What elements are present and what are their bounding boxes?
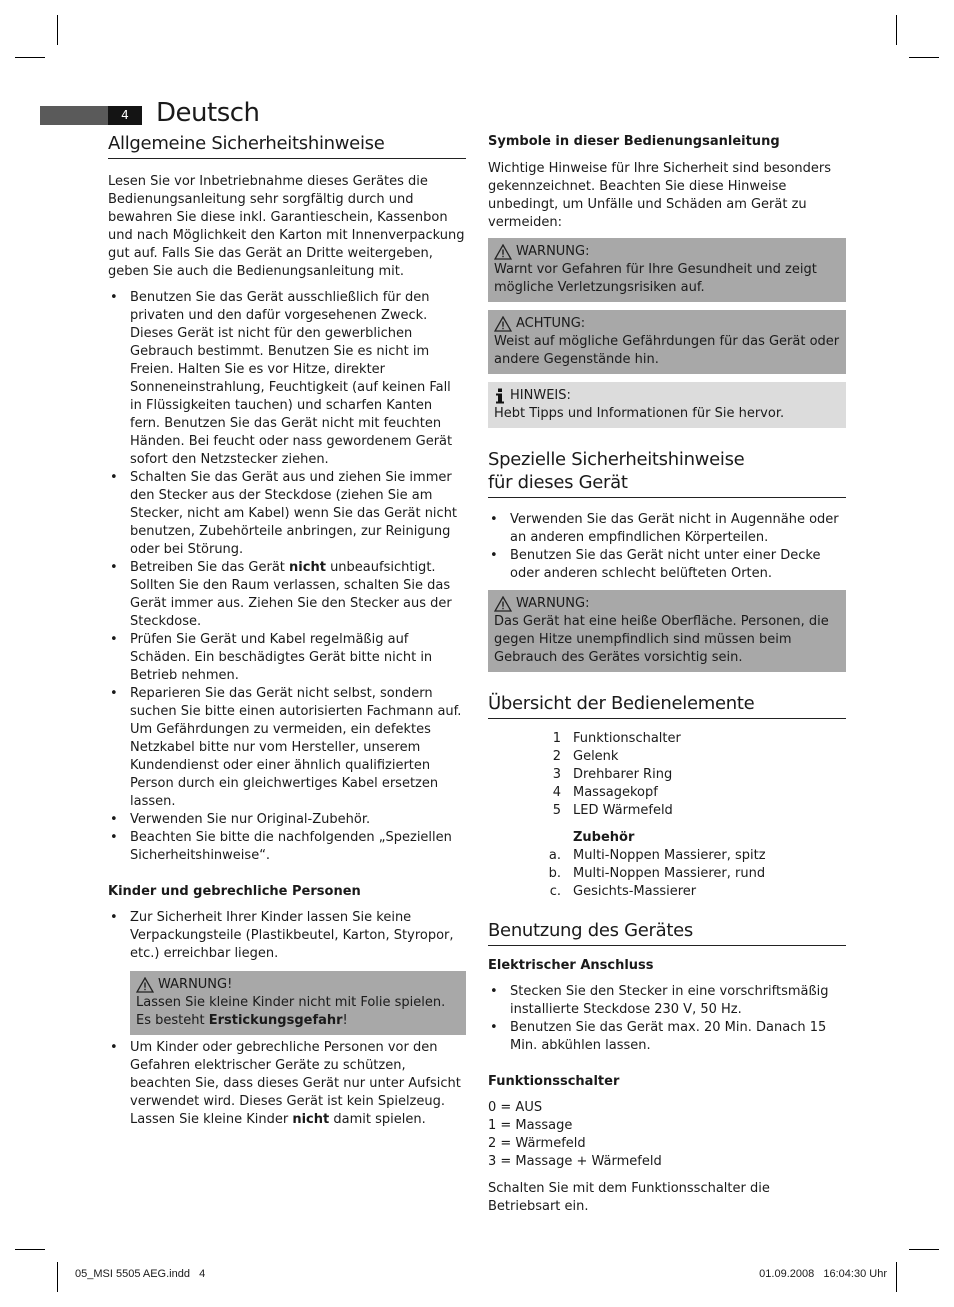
function-switch-title: Funktionsschalter	[488, 1074, 620, 1089]
switch-note: Schalten Sie mit dem Funktionsschalter die Betriebsart ein.	[488, 1181, 770, 1214]
list-item: 3 Drehbarer Ring	[552, 767, 673, 782]
general-safety-list	[108, 289, 466, 865]
left-column	[108, 132, 466, 1129]
list-item: • Zur Sicherheit Ihrer Kinder lassen Sie keine Verpackungsteile (Plastikbeutel, Karton, Styropor, etc.) erreichbar liegen.	[108, 909, 466, 963]
caution-text: Weist auf mögliche Gefährdungen für das Gerät oder andere Gegenstände hin.	[494, 334, 840, 367]
switch-position: 3 = Massage + Wärmefeld	[488, 1154, 662, 1169]
warning-label: WARNUNG:	[516, 596, 590, 611]
section-title-controls-overview: Übersicht der Bedienelemente	[488, 692, 846, 719]
crop-mark	[15, 57, 45, 58]
section-title-general-safety: Allgemeine Sicherheitshinweise	[108, 132, 466, 159]
crop-mark	[909, 1249, 939, 1250]
caution-label: ACHTUNG:	[516, 316, 586, 331]
language-title: Deutsch	[156, 98, 260, 128]
list-item: 5 LED Wärmefeld	[552, 803, 673, 818]
right-column	[488, 132, 846, 1216]
note-label: HINWEIS:	[510, 388, 571, 403]
children-list	[108, 909, 466, 963]
warning-text: Warnt vor Gefahren für Ihre Gesundheit und zeigt mögliche Verletzungsrisiken auf.	[494, 262, 817, 295]
list-item: • Benutzen Sie das Gerät nicht unter einer Decke oder anderen schlecht belüfteten Orten.	[488, 547, 846, 583]
accessories-list	[541, 847, 846, 901]
warning-text-line: Es besteht Erstickungsgefahr!	[136, 1013, 348, 1028]
warning-label: WARNUNG:	[516, 244, 590, 259]
list-item: 2 Gelenk	[552, 749, 619, 764]
switch-position: 2 = Wärmefeld	[488, 1136, 586, 1151]
list-item: b. Multi-Noppen Massierer, rund	[548, 866, 766, 881]
crop-mark	[15, 1249, 45, 1250]
warning-text-line: Lassen Sie kleine Kinder nicht mit Folie spielen.	[136, 995, 446, 1010]
caution-triangle-icon	[494, 316, 512, 332]
warning-triangle-icon	[494, 244, 512, 260]
children-list-2	[108, 1039, 466, 1129]
list-item: • Stecken Sie den Stecker in eine vorschriftsmäßig installierte Steckdose 230 V, 50 Hz.	[488, 983, 846, 1019]
special-warning-box	[488, 590, 846, 672]
list-item: • Benutzen Sie das Gerät max. 20 Min. Danach 15 Min. abkühlen lassen.	[488, 1019, 846, 1055]
crop-mark	[896, 1262, 897, 1292]
note-text: Hebt Tipps und Informationen für Sie hervor.	[494, 406, 785, 421]
electric-connection-title: Elektrischer Anschluss	[488, 958, 654, 973]
list-item: 4 Massagekopf	[552, 785, 658, 800]
symbols-title: Symbole in dieser Bedienungsanleitung	[488, 134, 780, 149]
switch-position: 0 = AUS	[488, 1100, 543, 1115]
footer-date: 01.09.2008 16:04:30 Uhr	[759, 1268, 887, 1280]
section-title-usage: Benutzung des Gerätes	[488, 919, 846, 946]
children-section-title: Kinder und gebrechliche Personen	[108, 884, 361, 899]
list-item: • Betreiben Sie das Gerät nicht unbeaufsichtigt. Sollten Sie den Raum verlassen, schalten Sie das Gerät immer aus. Ziehen Sie den Stecker aus der Steckdose.	[108, 559, 466, 631]
controls-list	[541, 730, 846, 820]
intro-paragraph: Lesen Sie vor Inbetriebnahme dieses Gerätes die Bedienungsanleitung sehr sorgfältig durch und bewahren Sie diese inkl. Garantieschein, Kassenbon und nach Möglichkeit den Karton mit Innenverpackung gut auf. Falls Sie das Gerät an Dritte weitergeben, geben Sie auch die Bedienungsanleitung mit.	[108, 174, 465, 279]
warning-triangle-icon	[136, 977, 154, 993]
header-bar	[40, 106, 108, 125]
accessories-title: Zubehör	[573, 830, 635, 845]
list-item: • Verwenden Sie nur Original-Zubehör.	[108, 811, 466, 829]
crop-mark	[57, 15, 58, 45]
crop-mark	[57, 1262, 58, 1292]
divider	[488, 497, 846, 498]
special-safety-list	[488, 511, 846, 583]
warning-triangle-icon	[494, 596, 512, 612]
list-item: • Verwenden Sie das Gerät nicht in Augennähe oder an anderen empfindlichen Körperteilen.	[488, 511, 846, 547]
children-warning-box	[130, 971, 466, 1035]
section-title-special-safety: Spezielle Sicherheitshinweise für dieses Gerät	[488, 449, 745, 493]
warning-label: WARNUNG!	[158, 977, 233, 992]
list-item: c. Gesichts-Massierer	[549, 884, 697, 899]
page-number: 4	[108, 106, 142, 125]
switch-position: 1 = Massage	[488, 1118, 573, 1133]
symbols-intro: Wichtige Hinweise für Ihre Sicherheit sind besonders gekennzeichnet. Beachten Sie diese Hinweise unbedingt, um Unfälle und Schäden am Gerät zu vermeiden:	[488, 161, 832, 230]
footer-file-info: 05_MSI 5505 AEG.indd 4	[75, 1268, 206, 1280]
list-item: • Beachten Sie bitte die nachfolgenden „Speziellen Sicherheitshinweise“.	[108, 829, 466, 865]
list-item: • Benutzen Sie das Gerät ausschließlich für den privaten und den dafür vorgesehenen Zweck. Dieses Gerät ist nicht für den gewerblichen Gebrauch bestimmt. Benutzen Sie es nicht im Freien. Halten Sie es vor Hitze, direkter Sonneneinstrahlung, Feuchtigkeit (auf keinen Fall in Flüssigkeiten tauchen) und scharfen Kanten fern. Benutzen Sie das Gerät nicht mit feuchten Händen. Bei feucht oder nass gewordenem Gerät sofort den Netzstecker ziehen.	[108, 289, 466, 469]
warning-label-row	[136, 976, 460, 994]
list-item: • Schalten Sie das Gerät aus und ziehen Sie immer den Stecker aus der Steckdose (ziehen Sie am Stecker, nicht am Kabel) wenn Sie das Gerät nicht benutzen, Zubehörteile anbringen, zur Reinigung oder bei Störung.	[108, 469, 466, 559]
symbol-caution-box	[488, 310, 846, 374]
list-item: a. Multi-Noppen Massierer, spitz	[548, 848, 766, 863]
list-item: • Prüfen Sie Gerät und Kabel regelmäßig auf Schäden. Ein beschädigtes Gerät bitte nicht in Betrieb nehmen.	[108, 631, 466, 685]
crop-mark	[909, 57, 939, 58]
info-icon	[494, 388, 506, 404]
symbol-warning-box	[488, 238, 846, 302]
list-item: • Um Kinder oder gebrechliche Personen vor den Gefahren elektrischer Geräte zu schützen, beachten Sie, dass dieses Gerät nur unter Aufsicht verwendet wird. Dieses Gerät ist kein Spielzeug. Lassen Sie kleine Kinder nicht damit spielen.	[108, 1039, 466, 1129]
switch-positions	[488, 1099, 846, 1171]
list-item: • Reparieren Sie das Gerät nicht selbst, sondern suchen Sie bitte einen autorisierten Fachmann auf. Um Gefährdungen zu vermeiden, ein defektes Netzkabel bitte nur vom Hersteller, unserem Kundendienst oder einer ähnlich qualifizierten Person durch ein gleichwertiges Kabel ersetzen lassen.	[108, 685, 466, 811]
warning-text: Das Gerät hat eine heiße Oberfläche. Personen, die gegen Hitze unempfindlich sind müssen beim Gebrauch des Gerätes vorsichtig sein.	[494, 614, 829, 665]
symbol-note-box	[488, 382, 846, 428]
electric-list	[488, 983, 846, 1055]
crop-mark	[896, 15, 897, 45]
list-item: 1 Funktionschalter	[552, 731, 681, 746]
